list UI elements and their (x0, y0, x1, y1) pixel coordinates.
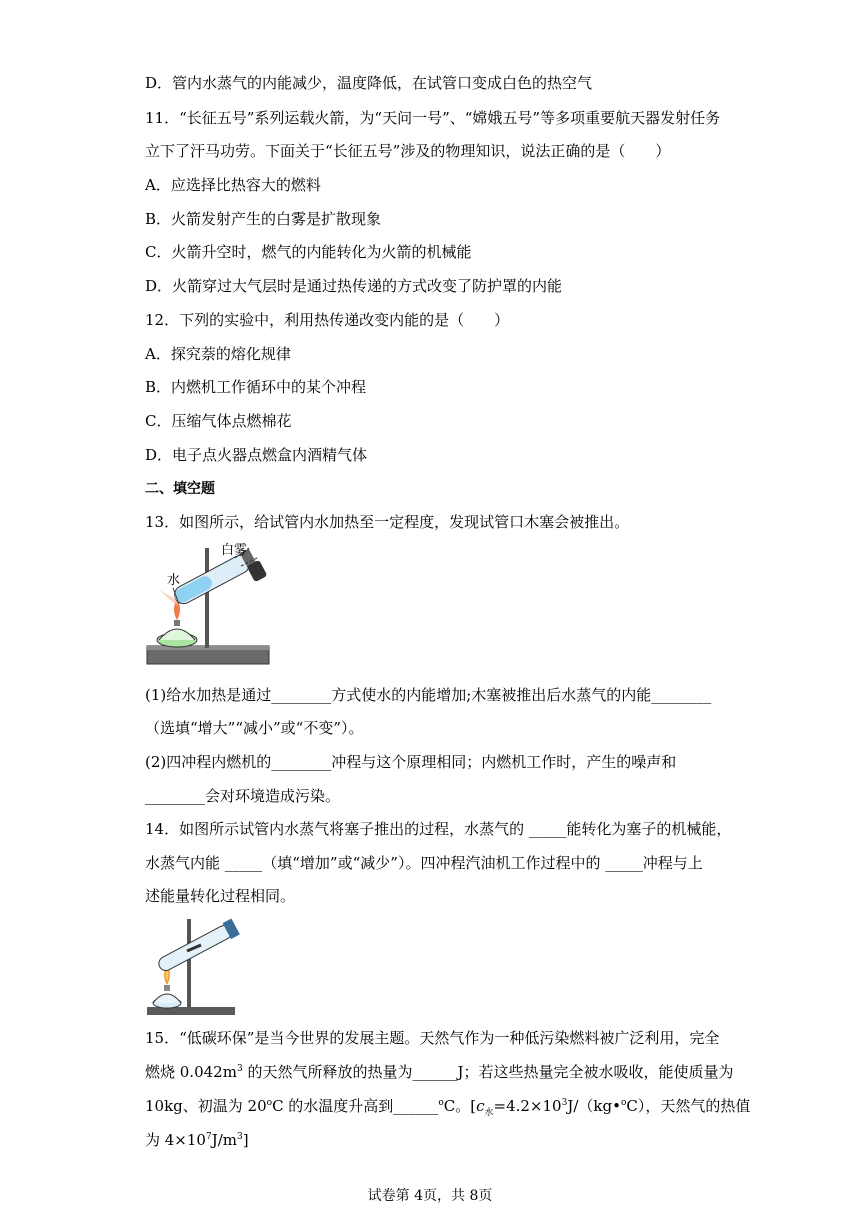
q15-line3-e: J/（kg• (567, 1097, 621, 1115)
q13-part2-line1: (2)四冲程内燃机的________冲程与这个原理相同；内燃机工作时，产生的噪声和 (145, 753, 677, 771)
q14-line1: 14．如图所示试管内水蒸气将塞子推出的过程，水蒸气的 _____能转化为塞子的机械能， (145, 820, 732, 838)
q15-line3-c: C。[ (443, 1097, 477, 1115)
q13-part2-line2: ________会对环境造成污染。 (145, 787, 341, 805)
q15-line3-sup1: o (266, 1098, 273, 1108)
q11-option-a: A．应选择比热容大的燃料 (145, 176, 321, 194)
q13-stem: 13．如图所示，给试管内水加热至一定程度，发现试管口木塞会被推出。 (145, 513, 630, 531)
q11-option-b: B．火箭发射产生的白雾是扩散现象 (145, 210, 382, 228)
q11-stem-line1: 11．“长征五号”系列运载火箭，为“天问一号”、“嫦娥五号”等多项重要航天器发射任务 (145, 109, 721, 127)
q12-option-c: C．压缩气体点燃棉花 (145, 412, 292, 430)
q10-option-d: D．管内水蒸气的内能减少，温度降低，在试管口变成白色的热空气 (145, 74, 593, 92)
q13-part1-line2: （选填“增大”“减小”或“不变”）。 (145, 719, 364, 737)
label-white-fog: 白雾 (221, 543, 248, 558)
q15-line3-a: 10kg、初温为 20 (145, 1097, 267, 1115)
section-heading-fill-in: 二、填空题 (145, 481, 215, 497)
q15-line4-sup2: 3 (237, 1132, 243, 1142)
q12-option-d: D．电子点火器点燃盒内酒精气体 (145, 446, 368, 464)
q15-line2 (145, 1062, 733, 1082)
q15-line1: 15．“低碳环保”是当今世界的发展主题。天然气作为一种低污染燃料被广泛利用，完全 (145, 1029, 720, 1047)
q13-figure-svg (145, 540, 275, 670)
q15-line3-sub-water: 水 (484, 1108, 494, 1118)
q15-line3-f: C），天然气的热值 (626, 1097, 751, 1115)
q13-part1-line1: (1)给水加热是通过________方式使水的内能增加;木塞被推出后水蒸气的内能________ (145, 686, 712, 704)
q15-line4-sup: 7 (205, 1132, 212, 1142)
q15-line4 (145, 1130, 249, 1150)
q15-line3-sup2: o (438, 1098, 444, 1108)
q15-line3-var-c: c (476, 1097, 485, 1115)
q15-line2-a: 燃烧 0.042m (145, 1063, 237, 1081)
q11-option-c: C．火箭升空时，燃气的内能转化为火箭的机械能 (145, 243, 472, 261)
q15-line4-c: ] (242, 1131, 249, 1149)
q11-option-d: D．火箭穿过大气层时是通过热传递的方式改变了防护罩的内能 (145, 277, 563, 295)
q14-figure-test-tube-stand (145, 915, 245, 1019)
q11-stem-line2: 立下了汗马功劳。下面关于“长征五号”涉及的物理知识，说法正确的是（ ） (145, 142, 671, 160)
page-footer: 试卷第 4页，共 8页 (367, 1188, 493, 1204)
q12-option-b: B．内燃机工作循环中的某个冲程 (145, 378, 367, 396)
q14-line3: 述能量转化过程相同。 (145, 887, 296, 905)
q12-stem: 12．下列的实验中，利用热传递改变内能的是（ ） (145, 311, 510, 329)
q15-line4-b: J/m (211, 1131, 237, 1149)
q13-figure-test-tube-heating (145, 540, 275, 670)
q15-line3 (145, 1096, 750, 1116)
q15-line3-sup3: 3 (561, 1098, 568, 1108)
q12-option-a: A．探究萘的熔化规律 (145, 345, 291, 363)
label-water: 水 (167, 573, 181, 588)
q14-line2: 水蒸气内能 _____（填“增加”或“减少”）。四冲程汽油机工作过程中的 _____冲程与上 (145, 854, 703, 872)
q15-line2-b: 的天然气所释放的热量为______J；若这些热量完全被水吸收，能使质量为 (242, 1063, 734, 1081)
q14-figure-svg (145, 915, 245, 1019)
q15-line3-sup4: o (620, 1098, 627, 1108)
q15-line3-d: =4.2×10 (493, 1097, 562, 1115)
q15-line2-sup: 3 (236, 1064, 243, 1074)
q15-line3-b: C 的水温度升高到______ (272, 1097, 439, 1115)
q15-line4-a: 为 4×10 (145, 1131, 206, 1149)
